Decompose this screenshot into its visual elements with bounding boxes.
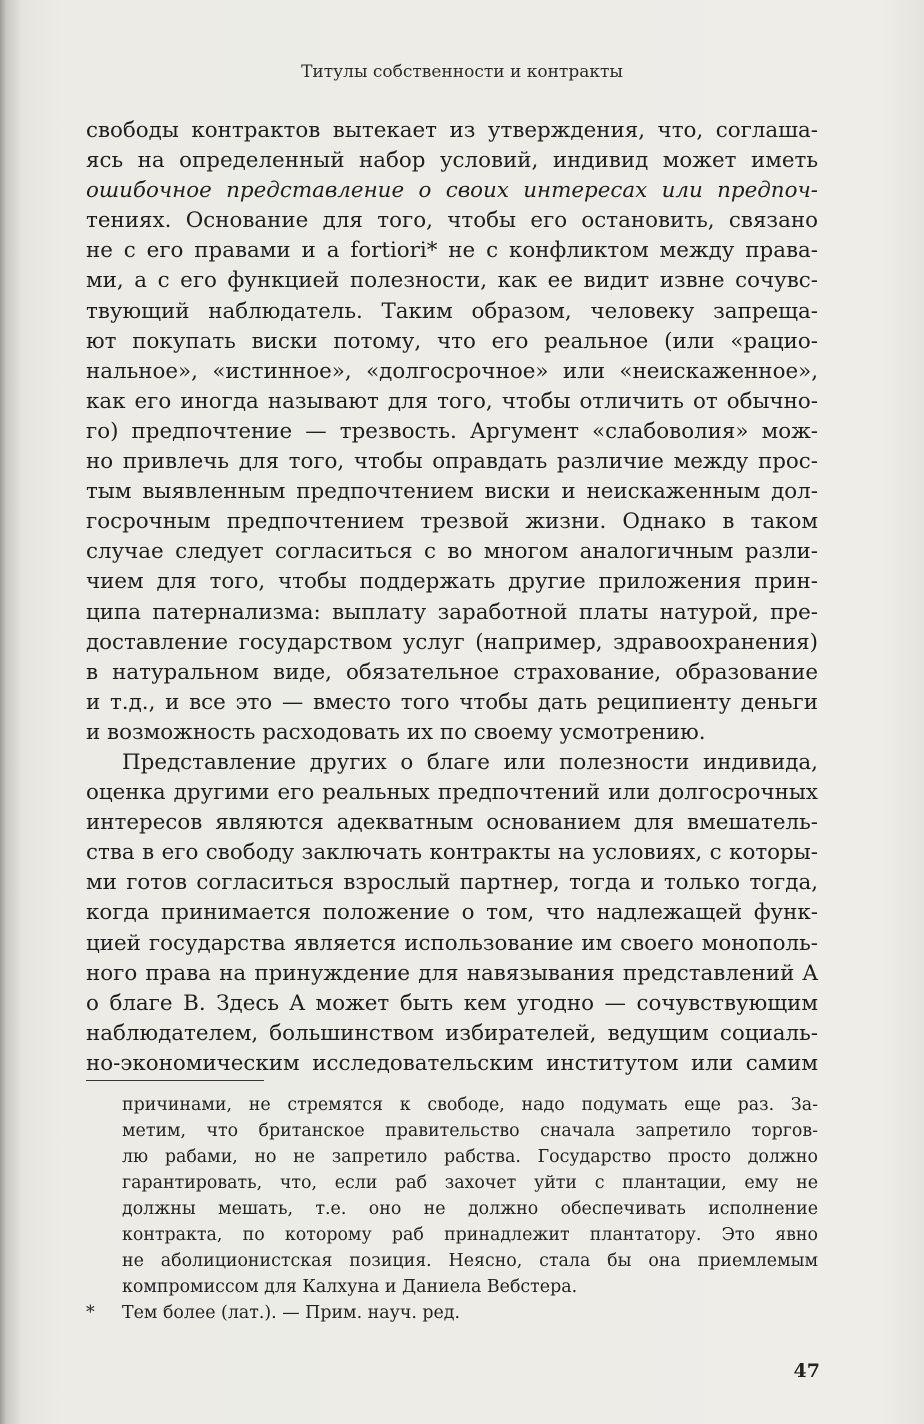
footnote-line: должны мешать, т.е. оно не должно обеспечивать исполнение [122, 1199, 818, 1219]
text-line: ми готов согласиться взрослый партнер, тогда и только тогда, [86, 870, 818, 896]
text-line: тым выявленным предпочтением виски и неискаженным дол- [86, 479, 818, 505]
text-line: и т.д., и все это — вместо того чтобы дать реципиенту деньги [86, 689, 818, 715]
text-line: тениях. Основание для того, чтобы его остановить, связано [86, 208, 818, 234]
text-line: цией государства является использование им своего монополь- [86, 930, 818, 956]
text-line: ми, а с его функцией полезности, как ее видит извне сочувс- [86, 268, 818, 294]
text-line: ства в его свободу заключать контракты на условиях, с которы- [86, 840, 818, 866]
text-line [86, 176, 818, 206]
footnote-line: метим, что британское правительство сначала запретило торгов- [122, 1121, 818, 1141]
text-line: ного права на принуждение для навязывания представлений A [86, 960, 818, 986]
main-text [86, 116, 818, 1079]
text-line: в натуральном виде, обязательное страхование, образование [86, 659, 818, 685]
text-line: не с его правами и a fortiori* не с конфликтом между права- [86, 238, 818, 264]
text-line: ясь на определенный набор условий, индивид может иметь [86, 148, 818, 174]
text-line: но привлечь для того, чтобы оправдать различие между прос- [86, 449, 818, 475]
footnote-line: компромиссом для Калхуна и Даниела Вебстера. [122, 1277, 578, 1297]
text-line: случае следует согласиться с во многом аналогичным разли- [86, 539, 818, 565]
text-line: нальное», «истинное», «долгосрочное» или «неискаженное», [86, 358, 818, 384]
text-line: наблюдателем, большинством избирателей, ведущим социаль- [86, 1020, 818, 1046]
text-line: свободы контрактов вытекает из утверждения, что, соглаша- [86, 118, 818, 143]
text-line: доставление государством услуг (например, здравоохранения) [86, 629, 818, 655]
page-number: 47 [793, 1360, 820, 1382]
text-line: ципа патернализма: выплату заработной платы натурой, пре- [86, 599, 818, 625]
text-line: о благе B. Здесь A может быть кем угодно — сочувствующим [86, 990, 818, 1016]
footnote-divider [86, 1080, 264, 1081]
footnote-line: гарантировать, что, если раб захочет уйти с плантации, ему не [122, 1173, 818, 1193]
text-line: и возможность расходовать их по своему усмотрению. [86, 719, 706, 745]
text-line: твующий наблюдатель. Таким образом, человеку запреща- [86, 298, 818, 324]
running-header: Титулы собственности и контракты [301, 62, 623, 82]
text-line: чием для того, чтобы поддержать другие приложения прин- [86, 569, 818, 595]
footnote-line: контракта, по которому раб принадлежит плантатору. Это явно [122, 1225, 818, 1245]
text-line: го) предпочтение — трезвость. Аргумент «слабоволия» мож- [86, 418, 818, 444]
text-line: ют покупать виски потому, что его реальное (или «рацио- [86, 328, 818, 354]
footnotes [86, 1092, 818, 1326]
text-line: но-экономическим исследовательским институтом или самим [86, 1050, 818, 1076]
footnote-line: лю рабами, но не запретило рабства. Государство просто должно [122, 1147, 818, 1167]
footnote-line: причинами, не стремятся к свободе, надо подумать еще раз. За- [122, 1095, 818, 1115]
text-line: интересов являются адекватным основанием для вмешатель- [86, 810, 818, 836]
text-line: госрочным предпочтением трезвой жизни. Однако в таком [86, 509, 818, 535]
footnote-star-text: Тем более (лат.). — Прим. науч. ред. [122, 1303, 461, 1323]
text-line: когда принимается положение о том, что надлежащей функ- [86, 900, 818, 926]
text-line: оценка другими его реальных предпочтений или долгосрочных [86, 780, 818, 806]
footnote-star-item [86, 1300, 818, 1326]
footnote-line: не аболиционистская позиция. Неясно, стала бы она приемлемым [122, 1251, 818, 1271]
footnote-star-marker: * [86, 1303, 95, 1323]
text-line: Представление других о благе или полезности индивида, [122, 749, 818, 775]
text-line: как его иногда называют для того, чтобы отличить от обычно- [86, 388, 818, 414]
text-line-italic: ошибочное представление о своих интересах или предпоч- [86, 178, 818, 204]
